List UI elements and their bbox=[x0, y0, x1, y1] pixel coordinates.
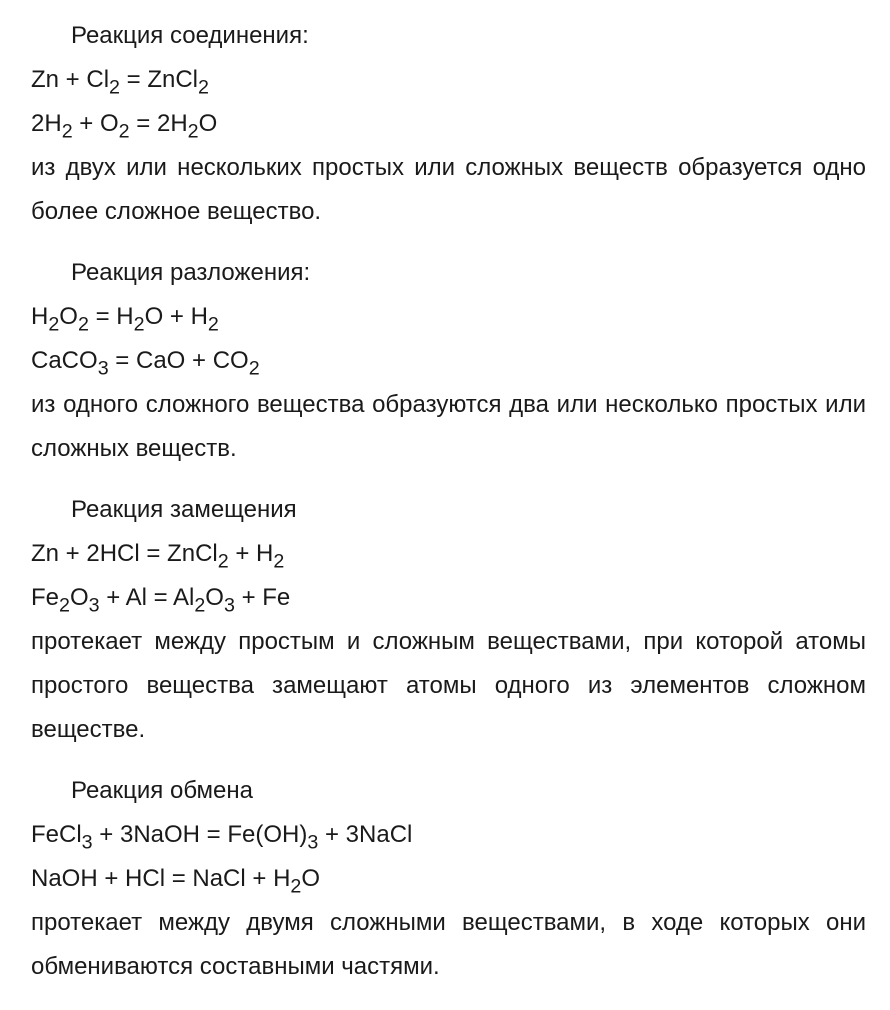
formula-subscript: 2 bbox=[198, 76, 209, 99]
formula-line: $H_2O_2 = H_2O + H_2$ bbox=[31, 303, 219, 336]
section-decomposition-reaction bbox=[31, 251, 866, 471]
formula-subscript: 2 bbox=[187, 120, 199, 143]
section-exchange-reaction bbox=[31, 769, 866, 989]
section-substitution-reaction bbox=[31, 488, 866, 752]
formula-subscript: 2 bbox=[248, 357, 260, 380]
formula-subscript: 2 bbox=[61, 120, 73, 143]
section-heading: Реакция разложения: bbox=[71, 259, 311, 286]
formula-subscript: 2 bbox=[77, 313, 89, 336]
formula-line: CaCO$_3$ = CaO + $CO_2$ bbox=[31, 347, 260, 380]
section-description: протекает между простым и сложным веществами, при которой атомы простого вещества замещают атомы одного из элементов сложном веществе. bbox=[31, 628, 866, 743]
section-heading: Реакция обмена bbox=[71, 777, 253, 804]
formula-line: Zn + 2HCl = ZnCl$_2$ + $H_2$ bbox=[31, 540, 285, 573]
formula-subscript: 2 bbox=[207, 313, 219, 336]
formula-subscript: 3 bbox=[307, 831, 319, 854]
formula-subscript: 3 bbox=[97, 357, 109, 380]
formula-line: FeCl$_3$ + 3NaOH = $Fe(OH)_3$ + 3NaCl bbox=[31, 821, 413, 854]
formula-line: NaOH + HCl = NaCl + $H_2O$ bbox=[31, 865, 321, 898]
formula-subscript: 2 bbox=[48, 313, 60, 336]
formula-subscript: 3 bbox=[88, 594, 100, 617]
section-description: из одного сложного вещества образуются два или несколько простых или сложных веществ. bbox=[31, 391, 866, 462]
formula-subscript: 2 bbox=[59, 594, 70, 617]
formula-subscript: 3 bbox=[81, 831, 93, 854]
formula-subscript: 2 bbox=[194, 594, 206, 617]
formula-line: $2H_2 + O_2 = 2H_2O$ bbox=[31, 110, 218, 143]
section-heading: Реакция соединения: bbox=[71, 22, 309, 49]
formula-subscript: 2 bbox=[273, 550, 285, 573]
formula-line: $Zn + Cl_2$ = ZnCl$_2$ bbox=[31, 66, 209, 99]
formula-subscript: 2 bbox=[290, 875, 302, 898]
formula-subscript: 2 bbox=[133, 313, 145, 336]
section-heading: Реакция замещения bbox=[71, 496, 297, 523]
formula-subscript: 2 bbox=[118, 120, 130, 143]
formula-subscript: 3 bbox=[223, 594, 235, 617]
section-combination-reaction bbox=[31, 14, 866, 234]
section-description: из двух или нескольких простых или сложных веществ образуется одно более сложное вещество. bbox=[31, 154, 866, 225]
section-description: протекает между двумя сложными веществами, в ходе которых они обмениваются составными частями. bbox=[31, 909, 866, 980]
formula-line: $Fe_2O_3 + Al = Al_2O_3 + Fe$ bbox=[31, 584, 291, 617]
formula-subscript: 2 bbox=[109, 76, 120, 99]
formula-subscript: 2 bbox=[217, 550, 229, 573]
